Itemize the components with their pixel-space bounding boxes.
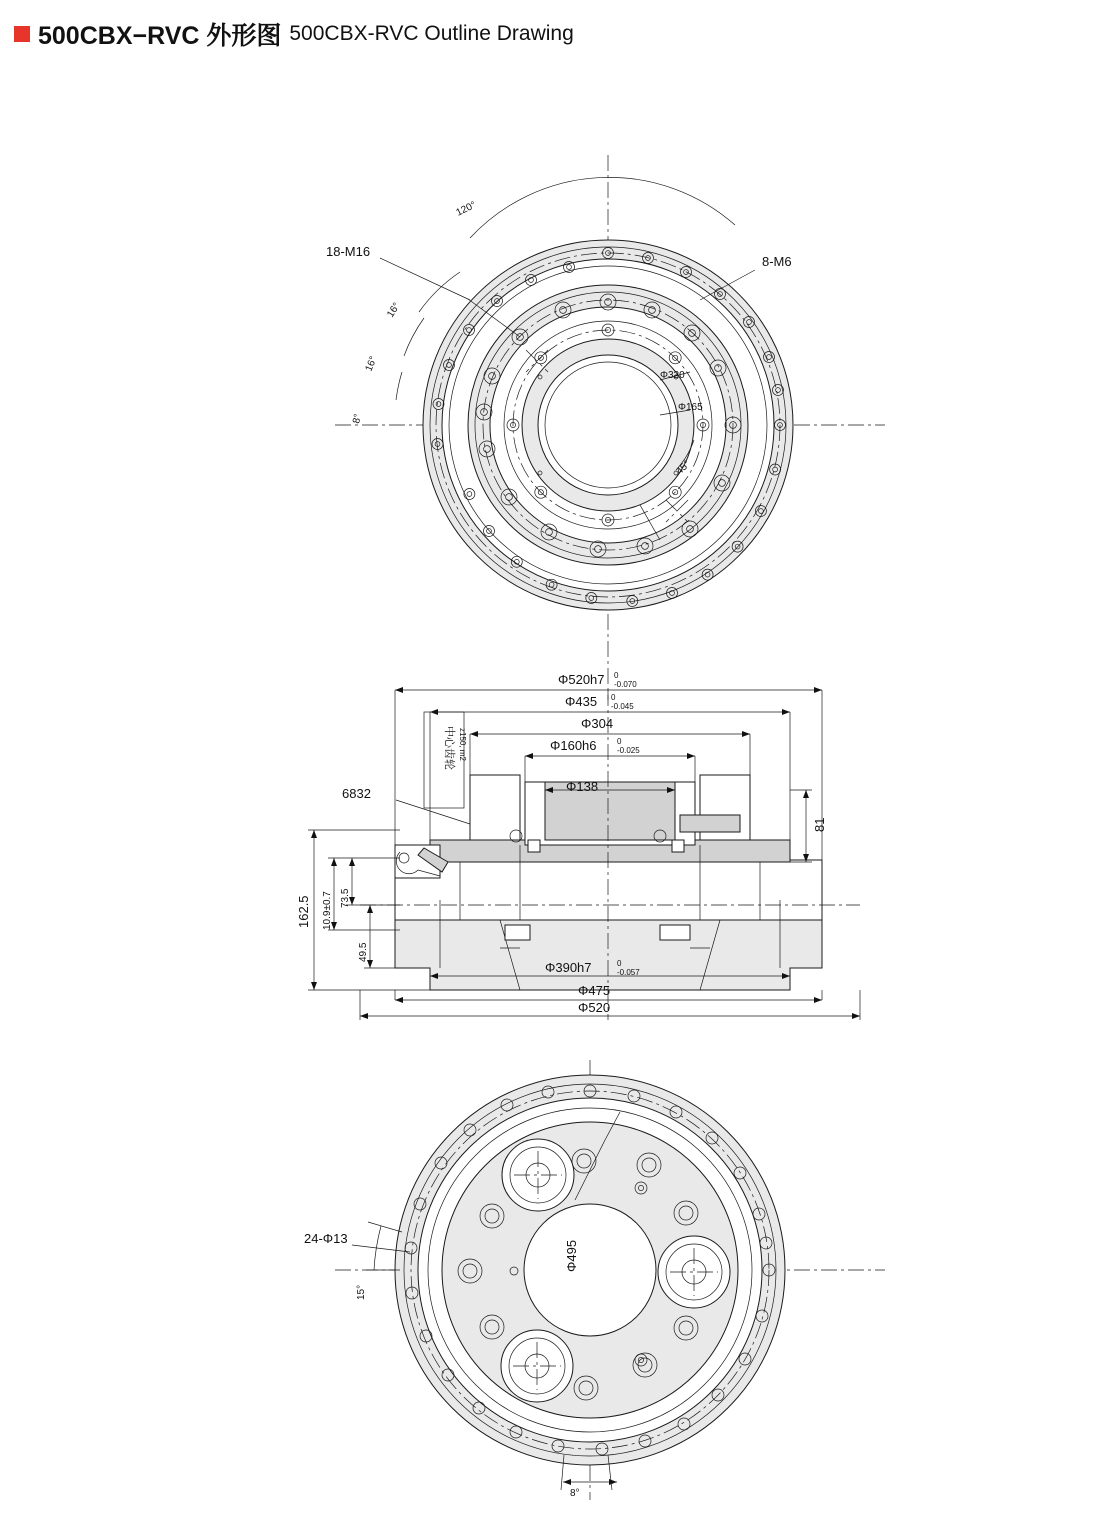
label-angle-8-bottom: 8° [570,1488,580,1499]
label-dia-475: Φ475 [578,983,611,998]
section-bolt-right [672,840,684,852]
section-flange-band [395,860,822,920]
label-dia-165: Φ165 [678,402,703,413]
tick-15b [368,1222,402,1232]
label-dia-138: Φ138 [566,779,599,794]
label-dia-390h7-tol-top: 0 [617,959,622,968]
label-dia-160h6-tol-top: 0 [617,737,622,746]
rear-face-view [304,1060,885,1500]
label-73-5: 73.5 [340,888,351,908]
cross-section-view [296,671,860,1020]
label-dia-520h7-tol-top: 0 [614,671,619,680]
section-center-gear [545,782,675,840]
front-face-view [326,155,885,700]
label-6832: 6832 [342,786,371,801]
label-angle-16a: 16° [385,300,403,320]
label-dia-520: Φ520 [578,1000,611,1015]
label-angle-16b: 16° [363,354,380,374]
label-dia-390h7-tol-bot: -0.057 [617,968,640,977]
label-dia-435: Φ435 [565,694,598,709]
label-gear-spec: z150, m2 [458,728,467,761]
page-title-en: 500CBX-RVC Outline Drawing [289,22,574,45]
page-title-cn: 500CBX−RVC 外形图 [38,22,282,50]
label-81: 81 [812,817,827,832]
label-18-m16: 18-M16 [326,244,371,259]
label-8-m6: 8-M6 [762,254,792,269]
label-10-9: 10.9±0.7 [322,891,333,930]
label-angle-15: 15° [356,1284,367,1300]
section-left-boss [470,775,520,840]
label-49-5: 49.5 [358,942,369,962]
rear-center-bore [524,1204,656,1336]
label-dia-390h7: Φ390h7 [545,960,592,975]
section-oil-block [680,815,740,832]
label-dia-520h7-tol-bot: -0.070 [614,680,637,689]
label-dia-435-tol-top: 0 [611,693,616,702]
label-angle-45: 45° [674,458,693,478]
label-dia-520h7: Φ520h7 [558,672,605,687]
leader-6832 [396,800,470,824]
label-dia-304: Φ304 [581,716,614,731]
label-angle-8: 8° [351,412,364,425]
label-dia-435-tol-bot: -0.045 [611,702,634,711]
label-162-5: 162.5 [296,895,311,928]
label-dia-160h6-tol-bot: -0.025 [617,746,640,755]
section-lower-body [395,920,822,990]
label-dia-160h6: Φ160h6 [550,738,597,753]
label-gear-cn: 中心齿轮 [443,726,455,770]
label-24-d13: 24-Φ13 [304,1231,348,1246]
dimension-81 [790,790,812,862]
section-cavity-right [660,925,690,940]
center-bore-outer [538,355,678,495]
label-angle-120: 120° [454,199,478,219]
label-dia-320: Φ320 [660,370,685,381]
section-bolt-left [528,840,540,852]
section-cavity-left [505,925,530,940]
label-dia-495: Φ495 [564,1239,579,1272]
